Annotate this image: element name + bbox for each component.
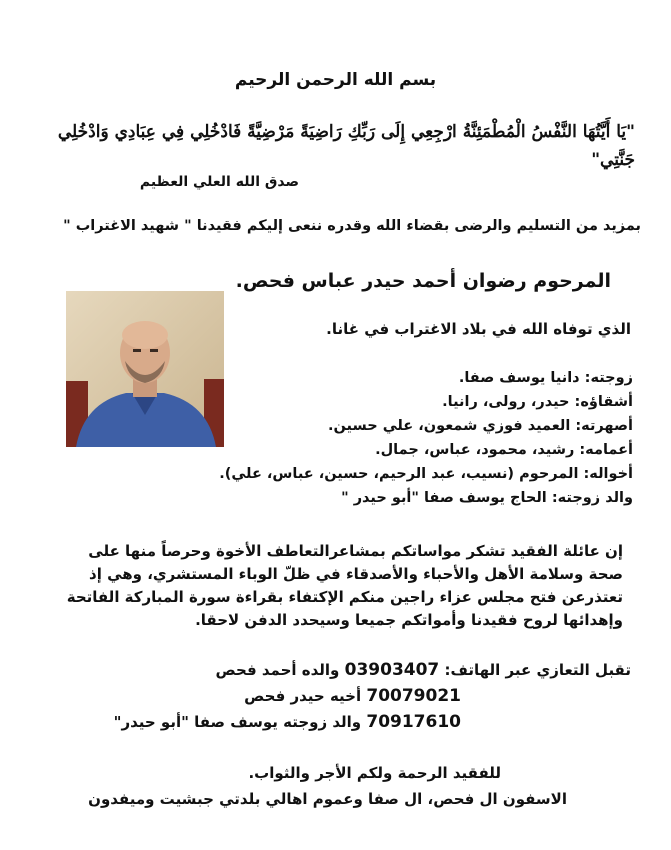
- relative-line: أشقاؤه: حيدر، رولى، رانيا.: [442, 394, 633, 410]
- phone-line: [114, 712, 461, 732]
- mourners-line: الاسفون ال فحص، ال صفا وعموم اهالي بلدتي جبشيت وميفدون: [88, 790, 567, 808]
- phone-number: 03903407: [344, 660, 440, 680]
- quran-verse: "يَا أَيَّتُهَا النَّفْسُ الْمُطْمَئِنَّةُ ارْجِعِي إِلَى رَبِّكِ رَاضِيَةً مَرْضِيَّةً فَادْخُلِي فِي عِبَادِي وَادْخُلِي جَنَّتِي": [57, 122, 635, 170]
- relative-line: زوجته: دانيا يوسف صفا.: [458, 370, 633, 386]
- phone-owner: أخيه حيدر فحص: [244, 687, 362, 705]
- phone-number: 70917610: [366, 712, 461, 732]
- relative-line: أعمامه: رشيد، محمود، عباس، جمال.: [375, 442, 633, 458]
- relative-line: أصهرته: العميد فوزي شمعون، علي حسين.: [327, 418, 633, 434]
- closing-condolence: للفقيد الرحمة ولكم الأجر والثواب.: [248, 764, 501, 782]
- phone-owner: والد زوجته يوسف صفا "أبو حيدر": [113, 713, 362, 731]
- died-in-line: الذي توفاه الله في بلاد الاغتراب في غانا.: [326, 320, 631, 338]
- phone-line: [244, 686, 461, 706]
- relative-line: والد زوجته: الحاج يوسف صفا "أبو حيدر ": [341, 490, 633, 506]
- phone-prefix: تقبل التعازي عبر الهاتف:: [444, 661, 631, 679]
- sadaq-line: صدق الله العلي العظيم: [139, 174, 299, 190]
- phone-owner: والده أحمد فحص: [215, 661, 340, 679]
- deceased-photo: [66, 291, 224, 447]
- deceased-name: المرحوم رضوان أحمد حيدر عباس فحص.: [235, 270, 611, 292]
- basmala: بسم الله الرحمن الرحيم: [234, 70, 437, 90]
- phone-number: 70079021: [366, 686, 461, 706]
- relative-line: أخواله: المرحوم (نسيب، عبد الرحيم، حسين، عباس، علي).: [219, 466, 633, 482]
- family-message: إن عائلة الفقيد تشكر مواساتكم بمشاعرالتعاطف الأخوة وحرصاً منها على صحة وسلامة الأهل والأحباء والأصدقاء في ظلّ الوباء المستشري، وهي إذ تعتذرعن فتح مجلس عزاء راجين منكم الإكتفاء بقراءة سورة المباركة الفاتحة وإهدائها لروح فقيدنا وأمواتكم جميعا وسيحدد الدفن لاحقا.: [66, 542, 623, 629]
- phone-line: [216, 660, 631, 680]
- announcement-intro: بمزيد من التسليم والرضى بقضاء الله وقدره ننعى إليكم فقيدنا " شهيد الاغتراب ": [63, 218, 641, 234]
